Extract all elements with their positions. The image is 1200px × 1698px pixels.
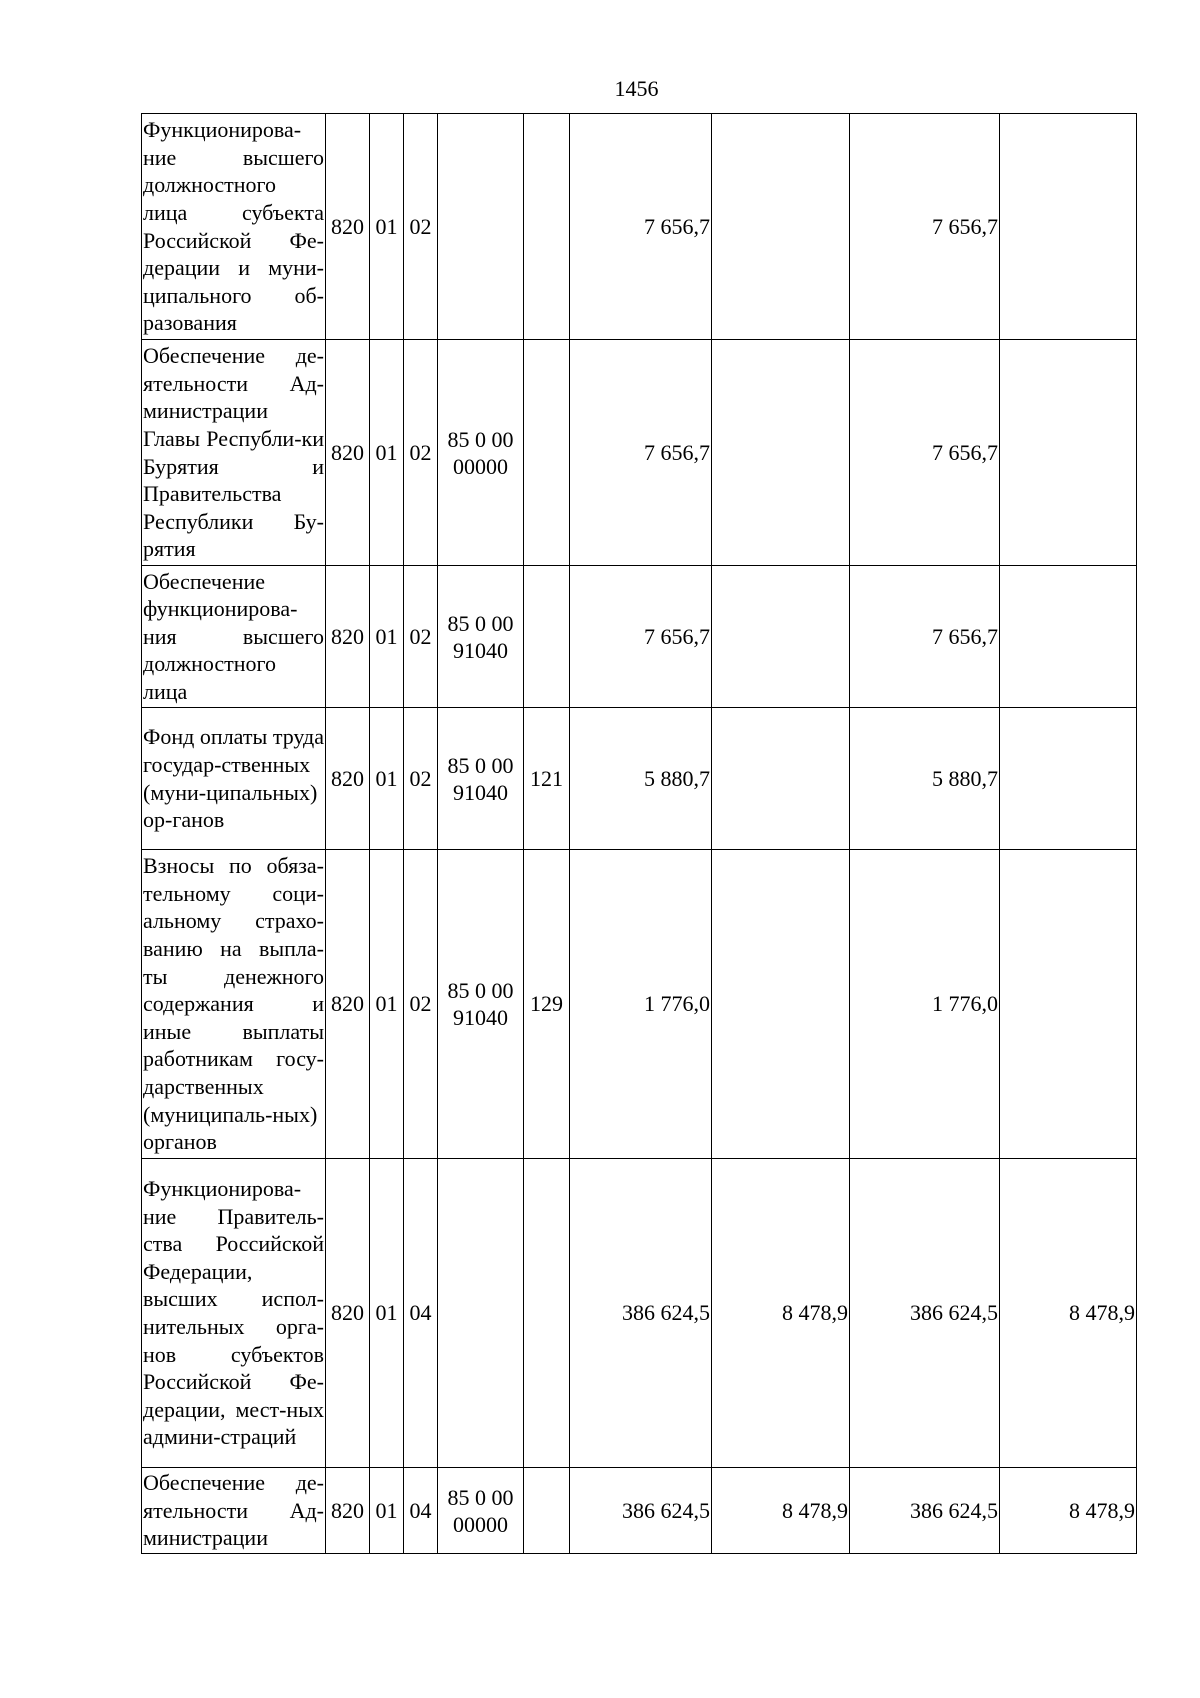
target-article-code [438,1159,524,1468]
expense-type-code [524,114,570,340]
subsection-code: 02 [404,708,438,850]
target-article-code: 85 0 00 91040 [438,708,524,850]
amount: 386 624,5 [850,1159,1000,1468]
row-name: Функционирова-ние высшего должностного лица субъекта Российской Фе-дерации и муни-ципального об-разования [142,114,326,340]
row-name: Взносы по обяза-тельному соци-альному страхо-ванию на выпла-ты денежного содержания и иные выплаты работникам госу-дарственных (муниципаль-ных) органов [142,850,326,1159]
grbs-code: 820 [326,1468,370,1554]
section-code: 01 [370,114,404,340]
amount: 7 656,7 [850,566,1000,708]
federal-amount: 8 478,9 [1000,1468,1137,1554]
grbs-code: 820 [326,340,370,566]
federal-amount [1000,850,1137,1159]
section-code: 01 [370,566,404,708]
table-row [142,340,1137,566]
total-amount: 1 776,0 [570,850,712,1159]
total-federal-amount [712,114,850,340]
grbs-code: 820 [326,708,370,850]
expense-type-code [524,566,570,708]
subsection-code: 04 [404,1159,438,1468]
subsection-code: 02 [404,340,438,566]
total-federal-amount [712,850,850,1159]
table-row [142,1468,1137,1554]
row-name: Фонд оплаты труда государ-ственных (муни-ципальных) ор-ганов [142,708,326,850]
row-name: Функционирова-ние Правитель-ства Российской Федерации, высших испол-нительных орга-нов субъектов Российской Фе-дерации, мест-ных админи-страций [142,1159,326,1468]
table-row [142,708,1137,850]
total-federal-amount: 8 478,9 [712,1159,850,1468]
target-article-code [438,114,524,340]
section-code: 01 [370,708,404,850]
target-article-code: 85 0 00 00000 [438,340,524,566]
row-name: Обеспечение де-ятельности Ад-министрации Главы Республи-ки Бурятия и Правительства Республики Бу-рятия [142,340,326,566]
expense-type-code [524,340,570,566]
amount: 7 656,7 [850,114,1000,340]
grbs-code: 820 [326,1159,370,1468]
total-amount: 7 656,7 [570,566,712,708]
federal-amount [1000,708,1137,850]
page-number: 1456 [614,76,659,101]
amount: 5 880,7 [850,708,1000,850]
federal-amount [1000,114,1137,340]
total-federal-amount [712,340,850,566]
total-federal-amount [712,566,850,708]
section-code: 01 [370,850,404,1159]
total-amount: 7 656,7 [570,340,712,566]
target-article-code: 85 0 00 00000 [438,1468,524,1554]
federal-amount: 8 478,9 [1000,1159,1137,1468]
subsection-code: 02 [404,850,438,1159]
table-row [142,114,1137,340]
federal-amount [1000,340,1137,566]
total-federal-amount: 8 478,9 [712,1468,850,1554]
expense-type-code [524,1159,570,1468]
amount: 386 624,5 [850,1468,1000,1554]
row-name: Обеспечение де-ятельности Ад-министрации [142,1468,326,1554]
budget-table [141,113,1137,1554]
total-amount: 386 624,5 [570,1468,712,1554]
table-row [142,1159,1137,1468]
grbs-code: 820 [326,114,370,340]
total-federal-amount [712,708,850,850]
expense-type-code [524,1468,570,1554]
table-row [142,566,1137,708]
expense-type-code: 121 [524,708,570,850]
section-code: 01 [370,1468,404,1554]
section-code: 01 [370,340,404,566]
subsection-code: 02 [404,114,438,340]
table-row [142,850,1137,1159]
grbs-code: 820 [326,566,370,708]
target-article-code: 85 0 00 91040 [438,850,524,1159]
total-amount: 7 656,7 [570,114,712,340]
total-amount: 386 624,5 [570,1159,712,1468]
row-name: Обеспечение функционирова-ния высшего должностного лица [142,566,326,708]
section-code: 01 [370,1159,404,1468]
target-article-code: 85 0 00 91040 [438,566,524,708]
total-amount: 5 880,7 [570,708,712,850]
expense-type-code: 129 [524,850,570,1159]
subsection-code: 02 [404,566,438,708]
grbs-code: 820 [326,850,370,1159]
amount: 7 656,7 [850,340,1000,566]
federal-amount [1000,566,1137,708]
amount: 1 776,0 [850,850,1000,1159]
subsection-code: 04 [404,1468,438,1554]
